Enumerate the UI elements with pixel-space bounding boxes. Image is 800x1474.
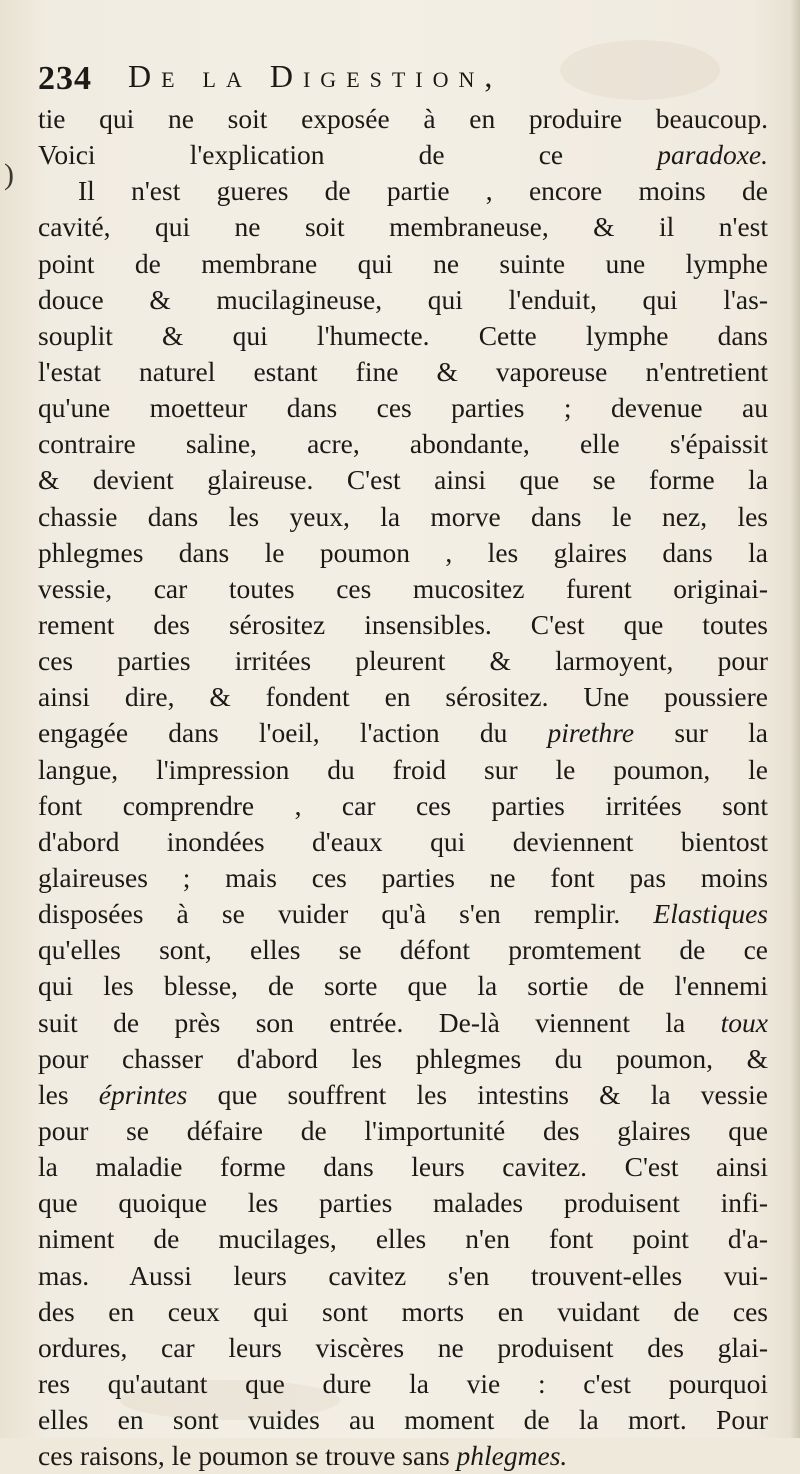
text-segment: langue, l'impression du froid sur le poumon, le bbox=[38, 753, 768, 785]
text-segment: res qu'autant que dure la vie : c'est pourquoi bbox=[38, 1367, 768, 1399]
text-segment: Voici l'explication de ce bbox=[38, 139, 658, 171]
text-segment: sur la bbox=[634, 717, 768, 749]
text-segment: cavité, qui ne soit membraneuse, & il n'est bbox=[38, 211, 768, 243]
text-line bbox=[38, 715, 768, 751]
margin-mark: ) bbox=[4, 158, 14, 191]
text-segment: elles en sont vuides au moment de la mort. Pour bbox=[38, 1404, 768, 1436]
text-line bbox=[38, 354, 768, 390]
text-line bbox=[38, 1330, 768, 1366]
italic-term: toux bbox=[720, 1006, 768, 1038]
text-line bbox=[38, 860, 768, 896]
text-line bbox=[38, 1221, 768, 1257]
text-segment: font comprendre , car ces parties irritées sont bbox=[38, 789, 768, 821]
text-segment: Il n'est gueres de partie , encore moins de bbox=[78, 175, 768, 207]
text-segment: qui les blesse, de sorte que la sortie de l'ennemi bbox=[38, 970, 768, 1002]
italic-term: Elastiques bbox=[653, 898, 768, 930]
text-segment: niment de mucilages, elles n'en font point d'a- bbox=[38, 1223, 768, 1255]
text-line bbox=[38, 390, 768, 426]
text-line bbox=[38, 499, 768, 535]
text-segment: disposées à se vuider qu'à s'en remplir. bbox=[38, 898, 654, 930]
text-line bbox=[38, 1041, 768, 1077]
text-segment: qu'une moetteur dans ces parties ; devenue au bbox=[38, 392, 768, 424]
text-segment: point de membrane qui ne suinte une lymphe bbox=[38, 247, 768, 279]
text-line bbox=[38, 462, 768, 498]
text-line bbox=[38, 318, 768, 354]
italic-term: phlegmes. bbox=[456, 1440, 568, 1472]
text-segment: glaireuses ; mais ces parties ne font pas moins bbox=[38, 861, 768, 893]
text-segment: ces parties irritées pleurent & larmoyent, pour bbox=[38, 645, 768, 677]
text-segment: tie qui ne soit exposée à en produire beaucoup. bbox=[38, 103, 768, 134]
text-line bbox=[38, 1113, 768, 1149]
text-line bbox=[38, 137, 768, 173]
text-line bbox=[38, 788, 768, 824]
text-line bbox=[38, 426, 768, 462]
text-line bbox=[38, 1149, 768, 1185]
text-line bbox=[38, 535, 768, 571]
text-line bbox=[38, 1402, 768, 1438]
text-segment: ainsi dire, & fondent en sérositez. Une poussiere bbox=[38, 681, 768, 713]
text-segment: rement des sérositez insensibles. C'est que toutes bbox=[38, 608, 768, 640]
text-segment: les bbox=[38, 1078, 99, 1110]
text-segment: pour chasser d'abord les phlegmes du poumon, & bbox=[38, 1042, 768, 1074]
italic-term: pirethre bbox=[547, 717, 635, 749]
text-line bbox=[38, 932, 768, 968]
text-segment: pour se défaire de l'importunité des glaires que bbox=[38, 1114, 768, 1146]
text-segment: douce & mucilagineuse, qui l'enduit, qui l'as- bbox=[38, 283, 768, 315]
text-segment: mas. Aussi leurs cavitez s'en trouvent-elles vui- bbox=[38, 1259, 768, 1291]
running-title: De la Digestion, bbox=[128, 58, 503, 94]
italic-term: paradoxe. bbox=[657, 139, 768, 171]
text-line bbox=[38, 101, 768, 137]
text-segment: phlegmes dans le poumon , les glaires dans la bbox=[38, 536, 768, 568]
text-segment: que quoique les parties malades produisent infi- bbox=[38, 1187, 768, 1219]
page-header bbox=[38, 56, 778, 100]
text-segment: chassie dans les yeux, la morve dans le nez, les bbox=[38, 500, 768, 532]
body-text bbox=[38, 101, 768, 1474]
text-line bbox=[38, 1438, 768, 1474]
text-line bbox=[38, 968, 768, 1004]
text-segment: des en ceux qui sont morts en vuidant de ces bbox=[38, 1295, 768, 1327]
text-line bbox=[38, 209, 768, 245]
page-edge-shadow bbox=[790, 0, 800, 1438]
page-number: 234 bbox=[38, 60, 92, 97]
text-line bbox=[38, 1294, 768, 1330]
text-line bbox=[38, 607, 768, 643]
text-segment: la maladie forme dans leurs cavitez. C'est ainsi bbox=[38, 1151, 768, 1183]
text-line bbox=[38, 571, 768, 607]
text-segment: souplit & qui l'humecte. Cette lymphe dans bbox=[38, 319, 768, 351]
text-line bbox=[38, 679, 768, 715]
text-line bbox=[38, 1366, 768, 1402]
text-line bbox=[38, 173, 768, 209]
italic-term: éprintes bbox=[98, 1078, 188, 1110]
text-line bbox=[38, 246, 768, 282]
text-line bbox=[38, 1005, 768, 1041]
text-segment: engagée dans l'oeil, l'action du bbox=[38, 717, 548, 749]
text-line bbox=[38, 1258, 768, 1294]
text-segment: ordures, car leurs viscères ne produisent des glai- bbox=[38, 1331, 768, 1363]
text-line bbox=[38, 1185, 768, 1221]
text-segment: suit de près son entrée. De-là viennent la bbox=[38, 1006, 721, 1038]
text-segment: & devient glaireuse. C'est ainsi que se forme la bbox=[38, 464, 768, 496]
text-line bbox=[38, 282, 768, 318]
text-segment: qu'elles sont, elles se défont promtement de ce bbox=[38, 934, 768, 966]
text-line bbox=[38, 824, 768, 860]
text-line bbox=[38, 1077, 768, 1113]
text-segment: d'abord inondées d'eaux qui deviennent bientost bbox=[38, 825, 768, 857]
text-segment: l'estat naturel estant fine & vaporeuse n'entretient bbox=[38, 355, 768, 387]
text-line bbox=[38, 643, 768, 679]
text-line bbox=[38, 752, 768, 788]
text-segment: ces raisons, le poumon se trouve sans bbox=[38, 1440, 457, 1472]
text-segment: que souffrent les intestins & la vessie bbox=[187, 1078, 768, 1110]
text-line bbox=[38, 896, 768, 932]
text-segment: contraire saline, acre, abondante, elle s'épaissit bbox=[38, 428, 768, 460]
text-segment: vessie, car toutes ces mucositez furent originai- bbox=[38, 572, 768, 604]
